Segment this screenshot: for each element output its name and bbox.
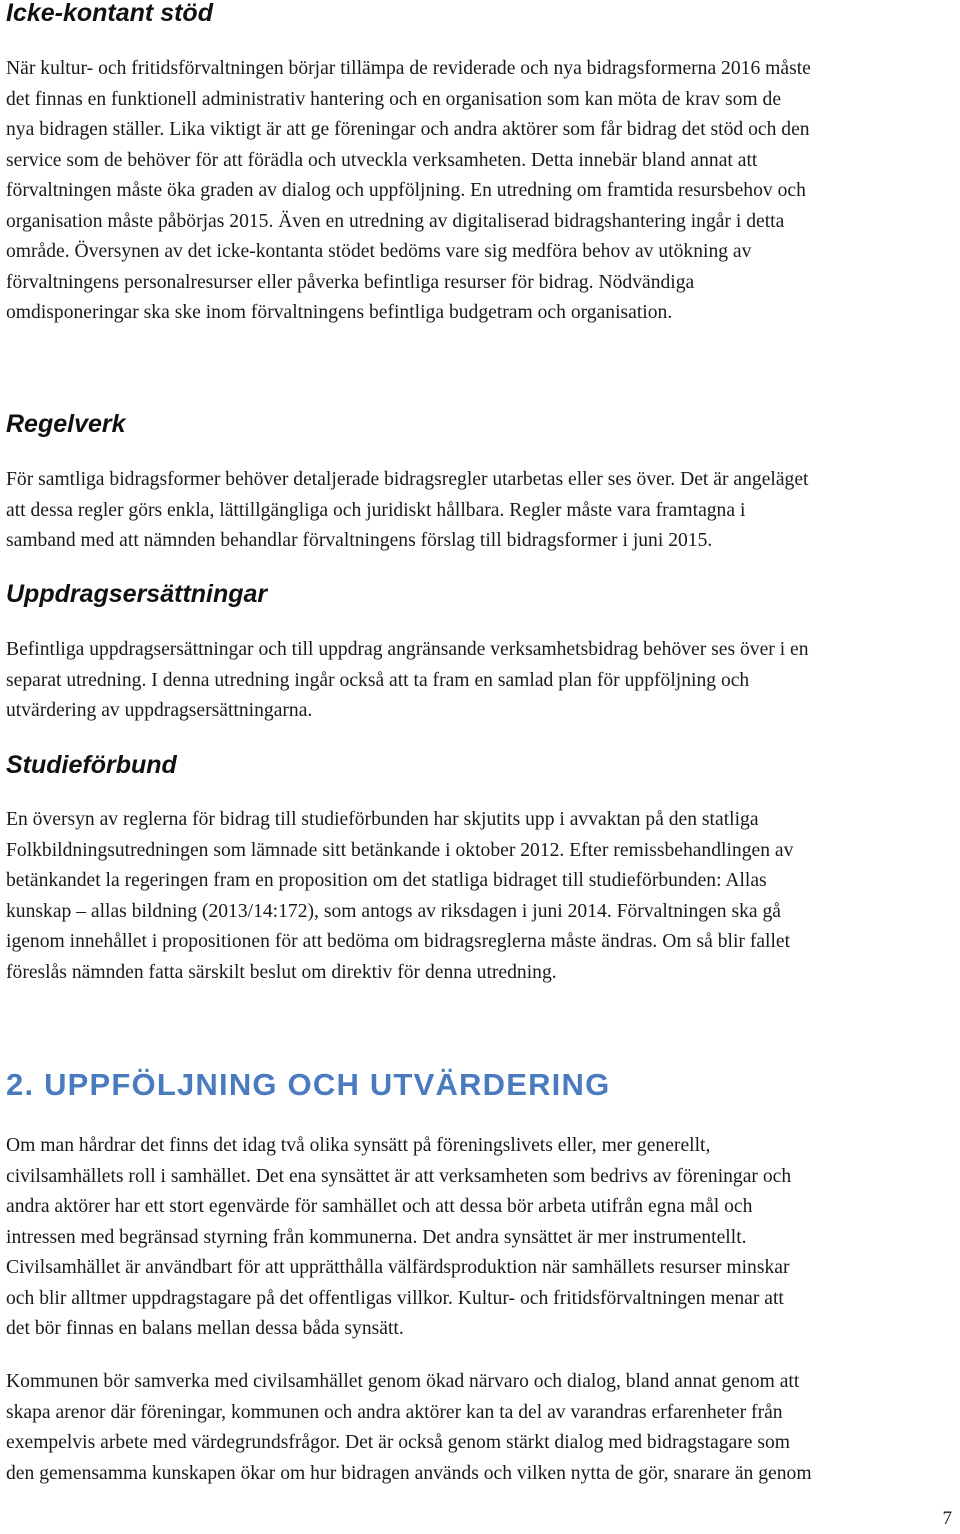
- chapter-heading: 2. UPPFÖLJNING OCH UTVÄRDERING: [6, 1067, 611, 1102]
- text-line: det finnas en funktionell administrativ hantering och en organisation som kan möta de krav som de: [6, 88, 782, 110]
- section-heading-uppdragsersattningar: Uppdragsersättningar: [6, 580, 268, 608]
- text-line: När kultur- och fritidsförvaltningen börjar tillämpa de reviderade och nya bidragsformerna 2016 måste: [6, 58, 811, 79]
- text-line: och blir alltmer uppdragstagare på det offentligas villkor. Kultur- och fritidsförvaltningen menar att: [6, 1287, 784, 1309]
- text-line: kunskap – allas bildning (2013/14:172), som antogs av riksdagen i juni 2014. Förvaltningen ska gå: [6, 900, 781, 922]
- text-line: betänkandet la regeringen fram en proposition om det statliga bidraget till studieförbunden: Allas: [6, 870, 767, 891]
- text-line: andra aktörer har ett stort egenvärde för samhället och att dessa bör arbeta utifrån egna mål och: [6, 1196, 753, 1217]
- text-line: det bör finnas en balans mellan dessa båda synsätt.: [6, 1318, 404, 1339]
- text-line: intressen med begränsad styrning från kommunerna. Det andra synsättet är mer instrumentellt.: [6, 1226, 747, 1248]
- text-line: Befintliga uppdragsersättningar och till uppdrag angränsande verksamhetsbidrag behöver ses över i en: [6, 639, 809, 660]
- paragraph-uppfoljning-2: [6, 1367, 812, 1489]
- text-line: omdisponeringar ska ske inom förvaltningens befintliga budgetram och organisation.: [6, 302, 673, 323]
- text-line: service som de behöver för att förädla och utveckla verksamheten. Detta innebär bland annat att: [6, 149, 758, 171]
- page-number: 7: [942, 1508, 952, 1529]
- text-line: skapa arenor där föreningar, kommunen och andra aktörer kan ta del av varandras erfarenheter från: [6, 1401, 783, 1423]
- paragraph-studieforbund: [6, 805, 793, 988]
- text-line: En översyn av reglerna för bidrag till studieförbunden har skjutits upp i avvaktan på den statliga: [6, 809, 759, 830]
- text-line: förvaltningen måste öka graden av dialog och uppföljning. En utredning om framtida resursbehov och: [6, 180, 806, 201]
- text-line: För samtliga bidragsformer behöver detaljerade bidragsregler utarbetas eller ses över. Det är angeläget: [6, 469, 809, 490]
- text-line: Folkbildningsutredningen som lämnade sitt betänkande i oktober 2012. Efter remissbehandlingen av: [6, 839, 794, 861]
- text-line: föreslås nämnden fatta särskilt beslut om direktiv för denna utredning.: [6, 961, 557, 983]
- text-line: utvärdering av uppdragsersättningarna.: [6, 700, 313, 721]
- text-line: samband med att nämnden behandlar förvaltningens förslag till bidragsformer i juni 2015.: [6, 530, 713, 551]
- text-line: att dessa regler görs enkla, lättillgängliga och juridiskt hållbara. Regler måste vara framtagna i: [6, 499, 746, 521]
- text-line: civilsamhällets roll i samhället. Det ena synsättet är att verksamheten som bedrivs av föreningar och: [6, 1165, 792, 1187]
- text-line: Kommunen bör samverka med civilsamhället genom ökad närvaro och dialog, bland annat genom att: [6, 1371, 800, 1392]
- paragraph-regelverk: [6, 465, 808, 557]
- paragraph-icke-kontant-stod: [6, 54, 811, 329]
- text-line: igenom innehållet i propositionen för att bedöma om bidragsreglerna måste ändras. Om så blir fallet: [6, 931, 791, 952]
- section-heading-icke-kontant-stod: Icke-kontant stöd: [6, 0, 213, 27]
- text-line: organisation måste påbörjas 2015. Även en utredning av digitaliserad bidragshantering ingår i detta: [6, 210, 785, 232]
- text-line: nya bidragen ställer. Lika viktigt är att ge föreningar och andra aktörer som får bidrag det stöd och den: [6, 119, 810, 140]
- text-line: separat utredning. I denna utredning ingår också att ta fram en samlad plan för uppföljning och: [6, 669, 750, 691]
- paragraph-uppdragsersattningar: [6, 635, 809, 727]
- text-line: Civilsamhället är användbart för att upprätthålla välfärdsproduktion när samhällets resurser minskar: [6, 1257, 790, 1278]
- text-line: Om man hårdrar det finns det idag två olika synsätt på föreningslivets eller, mer generellt,: [6, 1135, 711, 1156]
- paragraph-uppfoljning-1: [6, 1131, 791, 1345]
- text-line: exempelvis arbete med värdegrundsfrågor. Det är också genom stärkt dialog med bidragstagare som: [6, 1432, 791, 1453]
- text-line: förvaltningens personalresurser eller påverka befintliga resurser för bidrag. Nödvändiga: [6, 271, 695, 293]
- section-heading-regelverk: Regelverk: [6, 410, 126, 438]
- section-heading-studieforbund: Studieförbund: [6, 751, 177, 779]
- text-line: den gemensamma kunskapen ökar om hur bidragen används och vilken nytta de gör, snarare än genom: [6, 1462, 812, 1484]
- text-line: område. Översynen av det icke-kontanta stödet bedöms vare sig medföra behov av utökning av: [6, 241, 752, 262]
